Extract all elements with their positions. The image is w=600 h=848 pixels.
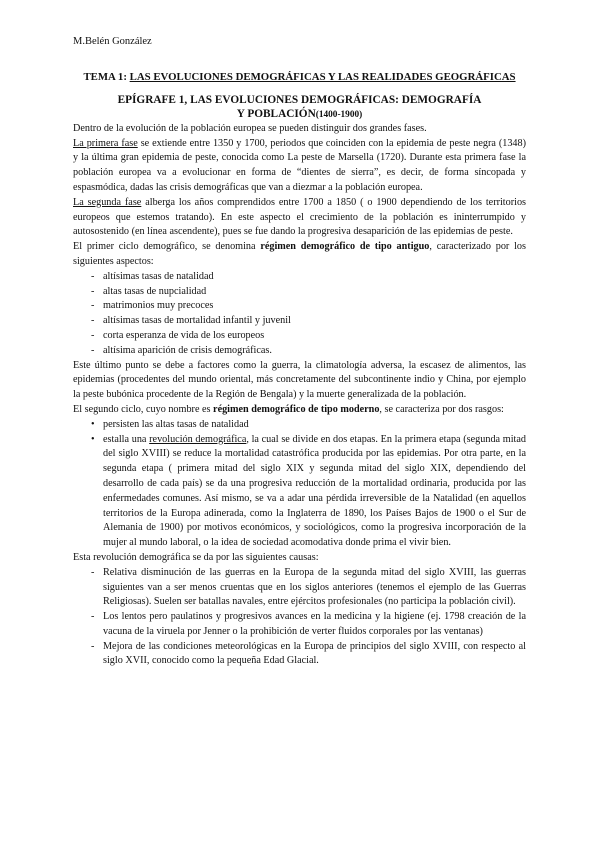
list-item	[73, 433, 526, 551]
fase1-paragraph	[73, 137, 526, 196]
tema-title: LAS EVOLUCIONES DEMOGRÁFICAS Y LAS REALIDADES GEOGRÁFICAS	[129, 71, 516, 83]
ultimo-punto-paragraph: Este último punto se debe a factores como la guerra, la climatología adversa, la escasez de alimentos, las epidemias (procedentes del mundo oriental, más concretamente del subcontinente indio y China, por ejemplo la peste bubónica procedente de la Región de Bengala) y la muerte generalizada de la población.	[73, 359, 526, 401]
list-item-text: Mejora de las condiciones meteorológicas en la Europa de principios del siglo XVIII, con respecto al siglo XVII, conocido como la pequeña Edad Glacial.	[103, 640, 526, 667]
list-item	[73, 610, 526, 640]
dash-marker: -	[91, 566, 95, 578]
dash-marker: -	[91, 640, 95, 652]
causas-list	[73, 566, 526, 670]
causas-intro: Esta revolución demográfica se da por las siguientes causas:	[73, 551, 319, 563]
list-item-text: altísimas tasas de natalidad	[103, 270, 214, 282]
ciclo2-pre: El segundo ciclo, cuyo nombre es	[73, 403, 214, 415]
ciclo1-term: régimen demográfico de tipo antiguo	[260, 241, 430, 253]
list-item	[73, 344, 526, 359]
list-item	[73, 418, 526, 433]
document-body	[73, 70, 526, 669]
list-item-text: matrimonios muy precoces	[103, 300, 214, 312]
ciclo1-pre: El primer ciclo demográfico, se denomina	[73, 241, 261, 253]
list-item-text: altísima aparición de crisis demográficas.	[103, 344, 272, 356]
dash-marker: -	[91, 611, 95, 623]
epigrafe-line: EPÍGRAFE 1, LAS EVOLUCIONES DEMOGRÁFICAS: DEMOGRAFÍA Y POBLACIÓN	[117, 93, 482, 120]
dash-marker: -	[91, 329, 95, 341]
list-item	[73, 566, 526, 610]
dash-marker: -	[91, 270, 95, 282]
list-item-text: estalla una	[103, 433, 150, 445]
aspectos-list	[73, 270, 526, 359]
fase1-label: La primera fase	[73, 137, 138, 149]
ciclo2-paragraph	[73, 403, 526, 418]
dash-marker: -	[91, 285, 95, 297]
list-item-text: persisten las altas tasas de natalidad	[103, 418, 249, 430]
fase2-label: La segunda fase	[73, 196, 142, 208]
bullet-marker: •	[91, 418, 95, 430]
list-item	[73, 314, 526, 329]
list-item	[73, 285, 526, 300]
author-name: M.Belén González	[73, 36, 152, 47]
ciclo1-post: , caracterizado por los siguientes aspectos:	[73, 241, 526, 267]
list-item-text: altísimas tasas de mortalidad infantil y juvenil	[103, 315, 291, 327]
list-item-text: , la cual se divide en dos etapas. En la primera etapa (segunda mitad del siglo XVIII) se reduce la mortalidad catastrófica producida por las epidemias. Por otra parte, en la segunda etapa ( primera mitad del siglo XIX y segunda mitad del siglo XIX, dependiendo del desarrollo de cada país) se da una progresiva reducción de la mortalidad ordinaria, producida por las enfermedades comunes. Así mismo, se va a adar una pérdida irreversible de la Natalidad (en aquellos territorios de la Europa adinerada, como la Inglaterra de 1890, los Países Bajos de 1900 o el Sur de Alemania de 1900) por motivos económicos, y sociológicos, como la progresiva incorporación de la mujer al mundo laboral, o la idea de sociedad acomodativa donde prima el vivir bien.	[103, 433, 526, 549]
list-item-text: altas tasas de nupcialidad	[103, 285, 207, 297]
dash-marker: -	[91, 315, 95, 327]
revolucion-demografica-term: revolución demográfica	[149, 433, 247, 445]
list-item	[73, 299, 526, 314]
fase2-text: alberga los años comprendidos entre 1700 a 1850 ( o 1900 dependiendo de los territorios europeos que estemos tratando). En este aspecto el crecimiento de la población es ininterrumpido y autosostenido (en línea ascendente), pues se fue dando la progresiva desaparición de las epidemias de peste.	[73, 196, 527, 238]
list-item-text: corta esperanza de vida de los europeos	[103, 329, 265, 341]
ciclo2-post: , se caracteriza por dos rasgos:	[379, 403, 504, 415]
fase1-text: se extiende entre 1350 y 1700, periodos que coinciden con la epidemia de peste negra (1348) y la última gran epidemia de peste, conocida como La peste de Marsella (1720). Durante esta primera fase la población europea va a evolucionar en forma de “dientes de sierra”, es decir, de forma síncopada y espasmódica, dadas las crisis demográficas que van a diezmar a la población europea.	[73, 137, 526, 193]
rasgos-list	[73, 418, 526, 551]
dash-marker: -	[91, 344, 95, 356]
list-item-text: Los lentos pero paulatinos y progresivos avances en la medicina y la higiene (ej. 1798 creación de la vacuna de la viruela por Jenner o la prohibición de verter fluidos corporales por las ventanas)	[103, 611, 526, 637]
epigrafe-heading	[73, 93, 526, 122]
list-item-text: Relativa disminución de las guerras en la Europa de la segunda mitad del siglo XVIII, las guerras siguientes van a ser menos cruentas que en los siglos anteriores (tenemos el ejemplo de las Guerras Religiosas). Suelen ser batallas navales, entre ejércitos profesionales (no participa la población civil).	[103, 566, 526, 608]
epigrafe-years: (1400-1900)	[315, 109, 363, 120]
list-item	[73, 270, 526, 285]
ciclo1-paragraph	[73, 240, 526, 270]
list-item	[73, 640, 526, 670]
tema-prefix: TEMA 1:	[83, 71, 130, 83]
list-item	[73, 329, 526, 344]
dash-marker: -	[91, 300, 95, 312]
ciclo2-term: régimen demográfico de tipo moderno	[213, 403, 380, 415]
bullet-marker: •	[91, 433, 95, 445]
tema-heading	[73, 70, 526, 85]
fase2-paragraph	[73, 196, 526, 240]
intro-paragraph: Dentro de la evolución de la población europea se pueden distinguir dos grandes fases.	[73, 122, 427, 134]
